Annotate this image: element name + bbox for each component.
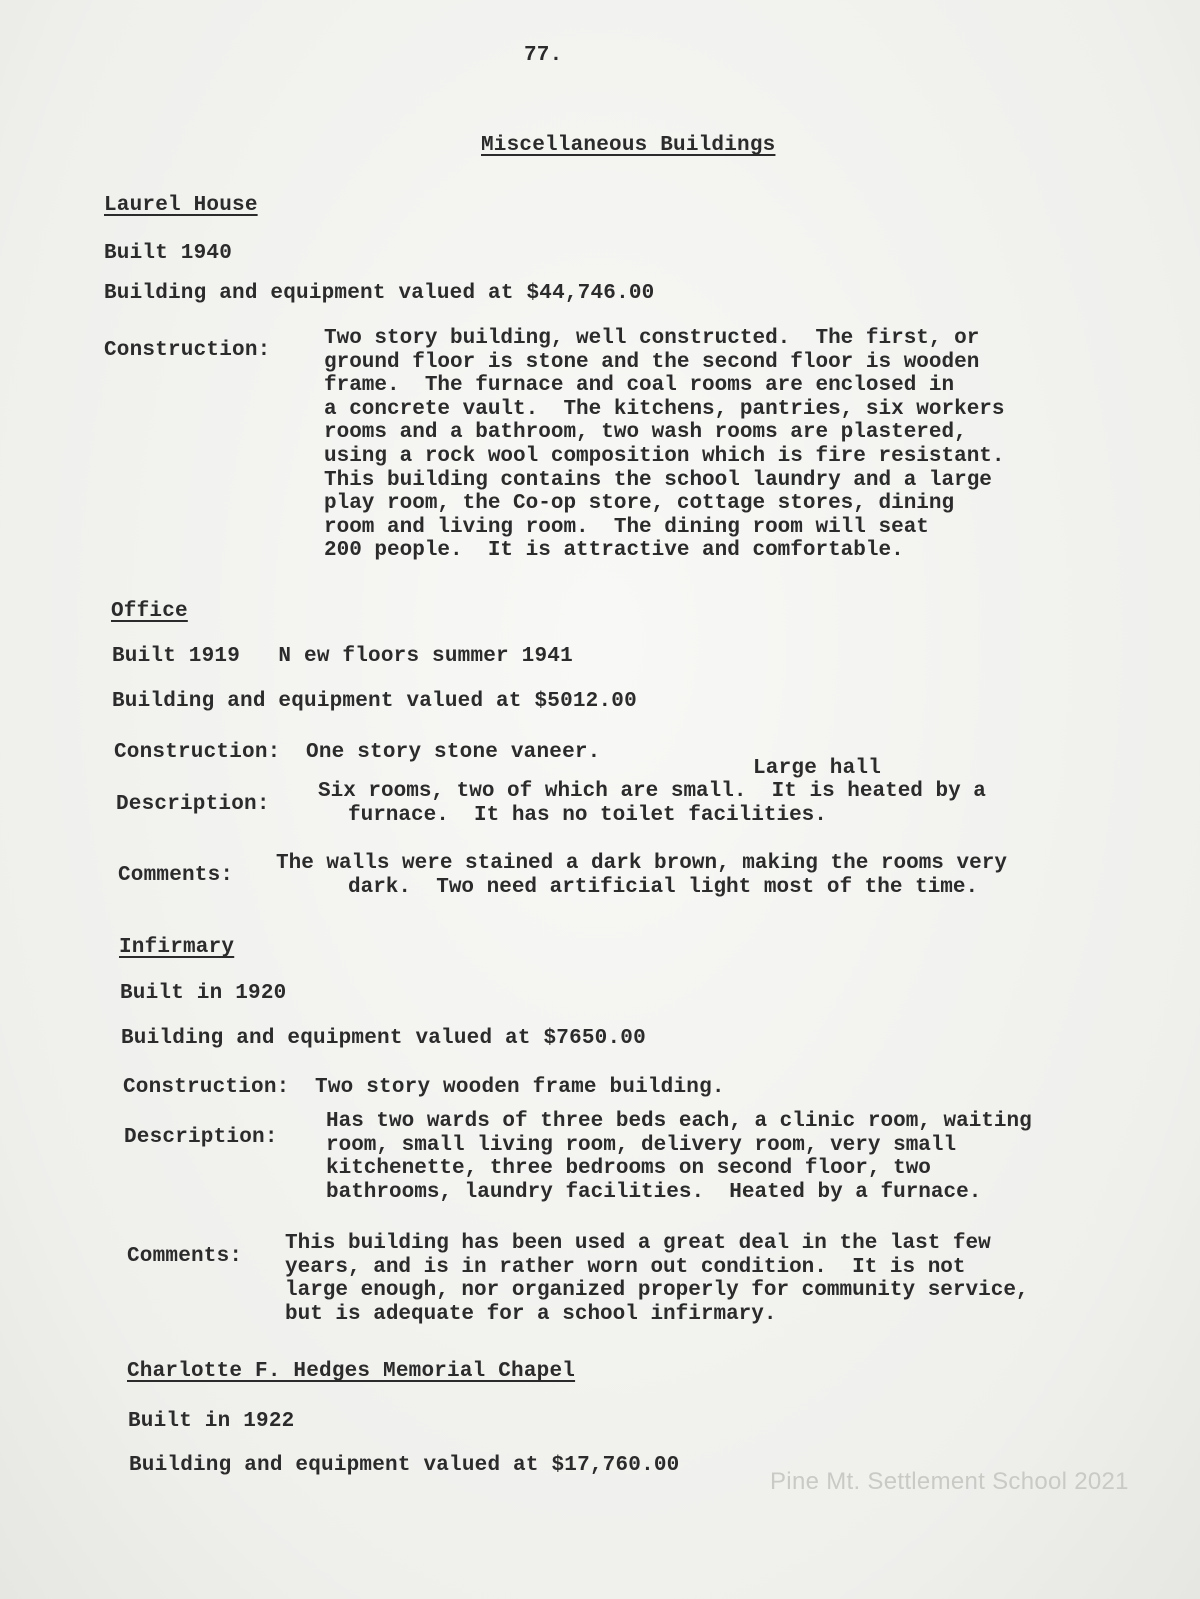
text-line: Two story building, well constructed. The first, or [324,327,980,350]
office-valued: Building and equipment valued at $5012.00 [112,690,637,713]
office-comments-text [276,852,1007,899]
text-line: room, small living room, delivery room, very small [326,1133,957,1157]
text-line: furnace. It has no toilet facilities. [348,803,827,827]
infirmary-valued: Building and equipment valued at $7650.00 [121,1027,646,1050]
laurel-construction-label: Construction: [104,339,271,362]
text-line: ground floor is stone and the second floor is wooden [324,350,980,374]
chapel-valued: Building and equipment valued at $17,760.00 [129,1454,680,1477]
office-comments-label: Comments: [118,864,234,887]
office-insert-note: Large hall [753,757,882,780]
infirmary-built: Built in 1920 [120,982,287,1005]
office-description-text [318,780,986,827]
text-line: Has two wards of three beds each, a clinic room, waiting [326,1110,1032,1133]
text-line: room and living room. The dining room will seat [324,515,929,539]
text-line: 200 people. It is attractive and comfortable. [324,539,904,563]
text-line: frame. The furnace and coal rooms are enclosed in [324,374,955,398]
text-line: This building has been used a great deal in the last few [285,1232,991,1255]
text-line: Six rooms, two of which are small. It is heated by a [318,780,986,803]
infirmary-comments-label: Comments: [127,1245,243,1268]
infirmary-description-text [326,1110,1032,1204]
laurel-built: Built 1940 [104,242,233,265]
office-description-label: Description: [116,793,270,816]
laurel-valued: Building and equipment valued at $44,746.00 [104,282,655,305]
infirmary-comments-text [285,1232,1029,1326]
text-line: This building contains the school laundry and a large [324,468,992,492]
chapel-heading: Charlotte F. Hedges Memorial Chapel [127,1360,576,1383]
text-line: dark. Two need artificial light most of the time. [348,875,979,899]
text-line: rooms and a bathroom, two wash rooms are plastered, [324,421,967,445]
infirmary-description-label: Description: [124,1126,278,1149]
infirmary-construction: Construction: Two story wooden frame building. [123,1076,725,1099]
laurel-heading: Laurel House [104,194,258,217]
office-heading: Office [111,600,188,623]
page-title: Miscellaneous Buildings [481,134,776,157]
office-built: Built 1919 N ew floors summer 1941 [112,645,573,668]
page-number: 77. [524,44,563,67]
text-line: years, and is in rather worn out condition. It is not [285,1255,966,1279]
office-construction: Construction: One story stone vaneer. [114,741,601,764]
chapel-built: Built in 1922 [128,1410,295,1433]
text-line: a concrete vault. The kitchens, pantries, six workers [324,397,1005,421]
watermark: Pine Mt. Settlement School 2021 [770,1468,1129,1495]
text-line: play room, the Co-op store, cottage stores, dining [324,492,955,516]
text-line: large enough, nor organized properly for community service, [285,1279,1029,1303]
text-line: but is adequate for a school infirmary. [285,1302,777,1326]
laurel-construction-text [324,327,1005,563]
text-line: bathrooms, laundry facilities. Heated by a furnace. [326,1180,982,1204]
infirmary-heading: Infirmary [119,936,235,959]
text-line: kitchenette, three bedrooms on second floor, two [326,1157,931,1181]
text-line: using a rock wool composition which is fire resistant. [324,444,1005,468]
text-line: The walls were stained a dark brown, making the rooms very [276,852,1007,875]
